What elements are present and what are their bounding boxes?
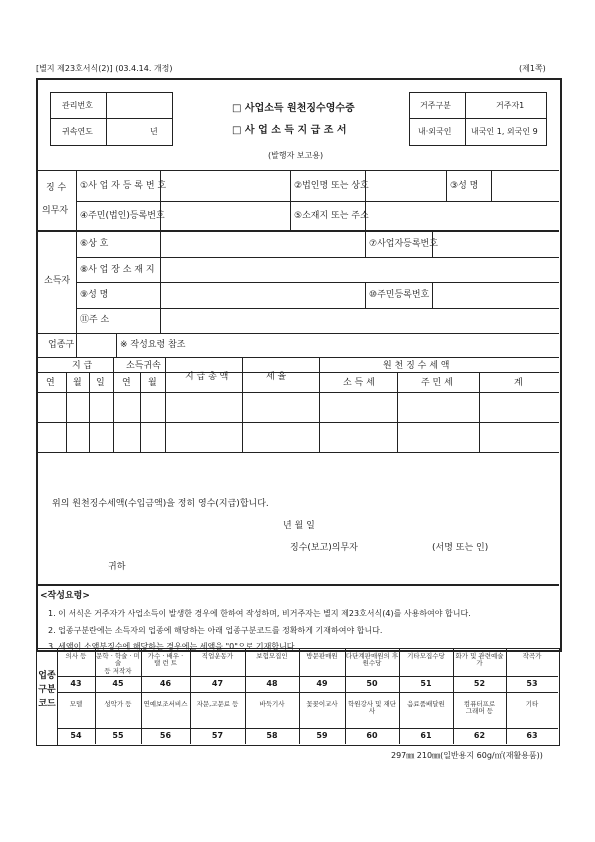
code-number-cell: 62: [473, 731, 486, 740]
nationality-label: 내·외국인: [418, 127, 452, 136]
code-number-cell: 63: [526, 731, 538, 740]
code-name-cell: 직업운동가: [201, 652, 234, 660]
industry-label: 업종구: [48, 340, 75, 350]
title-payment-statement: □ 사 업 소 득 지 급 조 서: [232, 125, 347, 136]
instructions-title: <작성요령>: [40, 591, 90, 601]
code-name-cell: 학원강사 및 재단사: [347, 700, 397, 716]
code-number-cell: 43: [70, 679, 82, 688]
page-number: (제1쪽): [519, 64, 546, 73]
code-name-cell: 가수 · 배우 · 탤 런 트: [147, 652, 184, 668]
code-name-cell: 기타: [525, 700, 539, 708]
earner-name-label: ⑨성 명: [80, 290, 109, 300]
code-number-cell: 52: [473, 679, 486, 688]
instruction-item-2: 2. 업종구분란에는 소득자의 업종에 해당하는 아래 업종구분코드를 정확하게 기재하여야 합니다.: [48, 626, 383, 635]
mgmt-no-label: 관리번호: [62, 101, 93, 110]
earner-resident-no-label: ⑩주민등록번호: [369, 290, 430, 300]
income-header: 소득귀속: [126, 361, 161, 371]
code-side-label: 업종 구분 코드: [38, 671, 56, 709]
code-name-cell: 컴퓨터프로 그래머 등: [463, 700, 496, 716]
earner-trade-name-label: ⑥상 호: [80, 239, 109, 249]
code-name-cell: 방문판매원: [306, 652, 338, 660]
statement-recipient: 귀하: [108, 562, 126, 572]
code-number-cell: 53: [526, 679, 538, 688]
nationality-value: 내국인 1, 외국인 9: [471, 127, 538, 136]
statement-date: 년 월 일: [283, 521, 315, 531]
withholder-resident-no-label: ④주민(법인)등록번호: [80, 211, 165, 221]
earner-biz-addr-label: ⑧사 업 장 소 재 지: [80, 265, 155, 275]
income-year: 연: [122, 378, 131, 388]
code-name-cell: 성악가 등: [104, 700, 132, 708]
withholder-address-label: ⑤소재지 또는 주소: [294, 211, 369, 221]
withholder-label-2: 의무자: [42, 206, 69, 216]
code-number-cell: 45: [112, 679, 124, 688]
resident-tax-header: 주 민 세: [421, 378, 453, 388]
code-number-cell: 57: [211, 731, 224, 740]
code-number-cell: 47: [211, 679, 224, 688]
income-tax-header: 소 득 세: [343, 378, 375, 388]
code-name-cell: 보험모집인: [256, 652, 288, 660]
statement-text: 위의 원천징수세액(수입금액)을 정히 영수(지급)합니다.: [52, 499, 269, 509]
pay-header: 지 급: [72, 361, 93, 371]
withholder-biz-no-label: ①사 업 자 등 록 번 호: [80, 181, 167, 191]
industry-note: ※ 작성요령 참조: [120, 340, 186, 350]
code-name-cell: 꽃꽂이교사: [306, 700, 338, 708]
code-name-cell: 화가 및 관련예술가: [455, 652, 504, 668]
year-label: 귀속연도: [62, 127, 93, 136]
code-name-cell: 다단계판매원의 후 원수당: [345, 652, 399, 668]
code-name-cell: 연예보조서비스: [143, 700, 188, 708]
code-number-cell: 49: [316, 679, 328, 688]
statement-signer: 징수(보고)의무자: [290, 543, 358, 553]
earner-address-label: ⑪주 소: [80, 315, 110, 325]
code-name-cell: 문학 · 학술 · 미술 등 저작자: [96, 652, 140, 675]
instruction-item-3: 3. 세액이 소액부징수에 해당하는 경우에는 세액을 "0"으로 기재합니다.: [48, 642, 298, 651]
earner-biz-no-label: ⑦사업자등록번호: [369, 239, 438, 249]
code-number-cell: 61: [420, 731, 432, 740]
code-name-cell: 자문,고문료 등: [196, 700, 239, 708]
resident-type-value: 거주자1: [496, 101, 525, 110]
withheld-header: 원 천 징 수 세 액: [383, 361, 450, 371]
pay-year: 연: [46, 378, 55, 388]
code-number-cell: 48: [266, 679, 278, 688]
code-name-cell: 작곡가: [522, 652, 542, 660]
code-number-cell: 50: [366, 679, 378, 688]
statement-sign: (서명 또는 인): [432, 543, 489, 553]
withholder-corp-name-label: ②법인명 또는 상호: [294, 181, 369, 191]
pay-month: 월: [73, 378, 82, 388]
total-header: 계: [514, 378, 523, 388]
withholder-name-label: ③성 명: [450, 181, 479, 191]
withholder-label-1: 징 수: [46, 183, 67, 193]
code-number-cell: 60: [366, 731, 378, 740]
resident-type-label: 거주구분: [420, 101, 451, 110]
form-number: [별지 제23호서식(2)] (03.4.14. 개정): [36, 64, 173, 73]
code-number-cell: 56: [159, 731, 172, 740]
tax-rate-header: 세 율: [266, 372, 287, 382]
pay-amount-header: 지 급 총 액: [185, 372, 229, 382]
year-suffix: 년: [150, 127, 158, 136]
earner-section-label: 소득자: [44, 276, 71, 286]
code-number-cell: 54: [70, 731, 82, 740]
code-name-cell: 기타모집수당: [407, 652, 445, 660]
code-number-cell: 58: [266, 731, 278, 740]
code-number-cell: 46: [159, 679, 172, 688]
instruction-item-1: 1. 이 서식은 거주자가 사업소득이 발생한 경우에 한하여 작성하며, 비거주자는 별지 제23호서식(4)를 사용하여야 합니다.: [48, 609, 471, 618]
code-name-cell: 의사 등: [65, 652, 87, 660]
subtitle: (발행자 보고용): [268, 151, 324, 160]
income-month: 월: [148, 378, 157, 388]
title-withholding-receipt: □ 사업소득 원천징수영수증: [232, 103, 355, 114]
code-number-cell: 59: [316, 731, 328, 740]
code-number-cell: 51: [420, 679, 432, 688]
code-name-cell: 바둑기사: [259, 700, 285, 708]
code-name-cell: 음료품배달원: [407, 700, 445, 708]
paper-spec: 297㎜ 210㎜(일반용지 60g/㎡(재활용품)): [391, 751, 543, 760]
pay-day: 일: [96, 378, 105, 388]
code-number-cell: 55: [112, 731, 124, 740]
code-name-cell: 모델: [69, 700, 83, 708]
